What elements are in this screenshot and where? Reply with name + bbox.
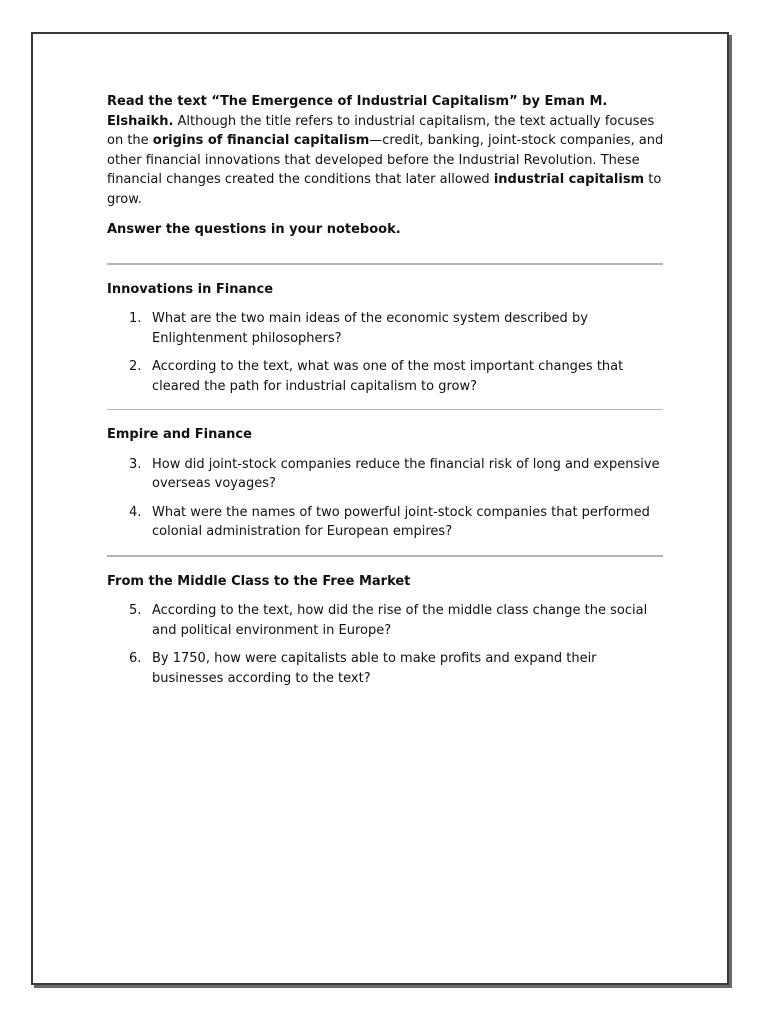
question-number: 5. (129, 603, 142, 618)
intro-bold-financial-capitalism: origins of financial capitalism (152, 133, 370, 148)
question-number: 3. (129, 456, 142, 472)
intro-paragraph (107, 92, 665, 209)
question-item (107, 601, 665, 640)
section-empire-and-finance (107, 425, 665, 542)
intro-bold-industrial-capitalism: industrial capitalism (493, 172, 645, 187)
question-number: 1. (129, 311, 142, 326)
worksheet-page (31, 32, 729, 985)
intro-title-sentence: Read the text “The Emergence of Industrial Capitalism” by Eman M. Elshaikh. (107, 94, 608, 129)
question-text: How did joint-stock companies reduce the financial risk of long and expensive overseas voyages? (152, 456, 660, 491)
question-item (107, 649, 665, 688)
section-divider (107, 555, 663, 557)
section-divider (107, 409, 663, 410)
worksheet-content (107, 92, 665, 697)
question-text: What were the names of two powerful joint-stock companies that performed colonial administration for European empires? (152, 504, 650, 539)
intro-text-2: —credit, banking, joint-stock companies, and other financial innovations that developed before the Industrial Revolution. These financial changes created the conditions that later allowed (107, 133, 664, 187)
question-list (107, 455, 665, 542)
question-list (107, 601, 665, 688)
section-middle-class-to-free-market (107, 572, 665, 689)
question-text: According to the text, how did the rise of the middle class change the social and political environment in Europe? (152, 603, 648, 638)
question-number: 4. (129, 504, 142, 520)
section-title: Innovations in Finance (107, 281, 274, 297)
question-item (107, 357, 665, 396)
section-divider (107, 263, 663, 265)
intro-text-1: Although the title refers to industrial capitalism, the text actually focuses on the (107, 113, 655, 148)
question-text: What are the two main ideas of the economic system described by Enlightenment philosophers? (152, 311, 588, 346)
question-item (107, 455, 665, 494)
question-number: 6. (129, 651, 142, 666)
question-list (107, 309, 665, 396)
question-text: According to the text, what was one of the most important changes that cleared the path for industrial capitalism to grow? (152, 359, 624, 394)
question-text: By 1750, how were capitalists able to make profits and expand their businesses according to the text? (152, 651, 597, 686)
question-item (107, 309, 665, 348)
intro-text-3: to grow. (107, 172, 662, 207)
section-title: From the Middle Class to the Free Market (107, 573, 411, 589)
section-title: Empire and Finance (107, 427, 252, 442)
instruction-text: Answer the questions in your notebook. (107, 222, 401, 237)
question-item (107, 503, 665, 542)
section-innovations-in-finance (107, 280, 665, 397)
question-number: 2. (129, 359, 142, 374)
